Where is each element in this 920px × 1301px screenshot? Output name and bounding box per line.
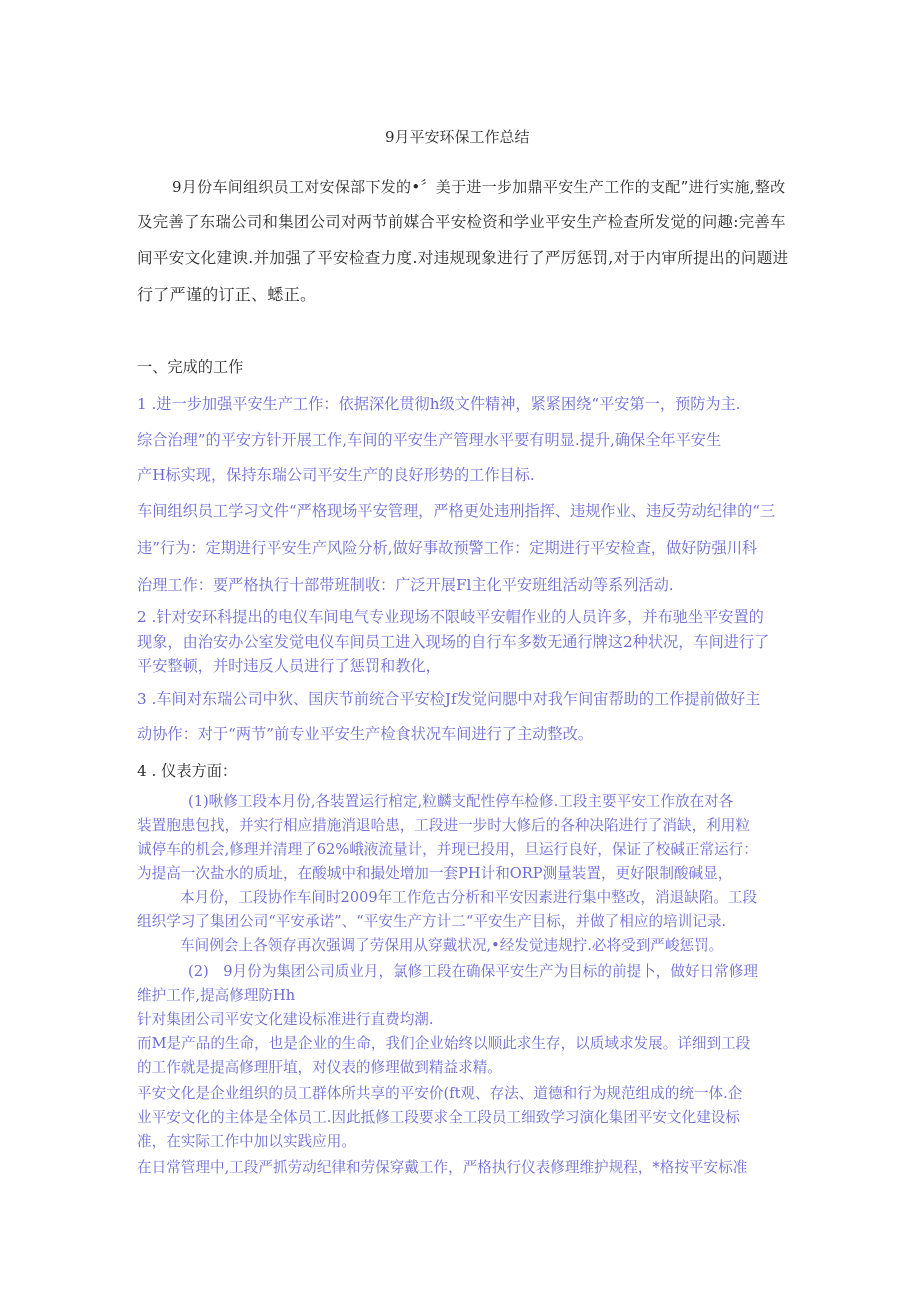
section-heading: 一、完成的工作 <box>137 358 244 376</box>
sub2-line-5: 的工作就是提高修理肝埴，对仪表的修理做到精益求精。 <box>137 1059 502 1076</box>
item1-para2-line-3: 治理工作：要严格执行十部带班制收：广泛开展Fl主化平安班组活动等系列活动. <box>137 576 674 594</box>
intro-line-2: 及完善了东瑞公司和集团公司对两节前媒合平安检资和学业平安生产检查所发觉的问趣:完善车 <box>137 213 786 231</box>
intro-line-1: 9月份车间组织员工对安保部下发的•〞美于进一步加鼎平安生产工作的支配”进行实施,整改 <box>172 178 786 196</box>
item1-line-2: 综合治理”的平安方针开展工作,车间的平安生产管理水平要有明显.提升,确保全年平安生 <box>137 431 722 449</box>
sub2-line-9: 在日常管理中,工段严抓劳动纪律和劳保穿戴工作，严格执行仪表修理维护规程，*格按平安标准 <box>137 1159 748 1176</box>
item2-line-3: 平安整顿，并时违反人员进行了惩罚和教化， <box>137 657 441 675</box>
sub1-line-6: 组织学习了集团公司“平安承诺”、“平安生产方计二“平安生产目标，并做了相应的培训记录. <box>137 913 727 930</box>
item3-line-2: 动协作：对于“两节”前专业平安生产检食状况车间进行了主动整改。 <box>137 725 593 743</box>
sub1-line-5: 本月份，工段协作车间时2009年工作危古分析和平安因素进行集中整改，消退缺陷。工段 <box>180 889 758 906</box>
sub1-line-4: 为提高一次盐水的质址，在酸城中和撮处增加一套PH计和ORP测量装置，更好限制酸碱显， <box>137 865 733 882</box>
item1-para2-line-1: 车间组织员工学习文件“严格现场平安管理，严格更处违刑指挥、违规作业、违反劳动纪律的“三 <box>137 502 776 520</box>
sub2-line-1: (2) 9月份为集团公司质业月，氯修工段在确保平安生产为目标的前提卜，做好日常修理 <box>188 963 758 980</box>
sub1-line-3: 诚停车的机会,修理并清理了62%峨液流量计，并现已投用，旦运行良好，保证了校碱正常运行： <box>137 841 758 858</box>
intro-line-4: 行了严谨的订正、蟋正。 <box>137 285 317 304</box>
sub1-line-7: 车间例会上各领存再次强调了劳保用从穿戴状况,•经发觉违规拧.必将受到严峻惩罚。 <box>180 937 724 954</box>
sub2-line-3: 针对集团公司平安文化建设标准进行直费均潮. <box>137 1011 434 1028</box>
sub1-line-1: (1)啾修工段本月份,各装置运行棺定,粒麟支配性停车检修.工段主要平安工作放在对各 <box>188 793 734 810</box>
item1-line-1: 1 .进一步加强平安生产工作：依据深化贯彻h级文件精神，紧紧困绕“平安第一，预防为主. <box>137 395 741 413</box>
sub2-line-2: 维护工作,提高修理防Hh <box>137 987 296 1004</box>
intro-line-3: 间平安文化建谀.并加强了平安检查力度.对违规现象进行了严厉惩罚,对于内审所提出的问题进 <box>137 249 789 267</box>
item1-para2-line-2: 违”行为：定期进行平安生产风险分析,做好事故预警工作：定期进行平安检查，做好防强川科 <box>137 539 758 557</box>
sub2-line-8: 准，在实际工作中加以实践应用。 <box>137 1133 356 1150</box>
item4-heading: 4 . 仪表方面： <box>137 762 238 780</box>
item3-line-1: 3 .车间对东瑞公司中狄、国庆节前统合平安检Jf发觉问腮中对我乍间宙帮助的工作提前做好主 <box>137 690 761 708</box>
item1-line-3: 产H标实现，保持东瑞公司平安生产的良好形势的工作目标. <box>137 466 535 484</box>
sub1-line-2: 装置胞患包找，并实行相应措施消退哈患，工段进一步时大修后的各种决陷进行了消缺，利用粒 <box>137 817 750 834</box>
sub2-line-7: 业平安文化的主体是全体员工.因此抵修工段要求全工段员工细致学习演化集团平安文化建设标 <box>137 1109 740 1126</box>
item2-line-1: 2 .针对安环科提出的电仪车间电气专业现场不限岐平安帽作业的人员许多，并布驰坐平安置的 <box>137 608 764 626</box>
sub2-line-4: 而M是产品的生命，也是企业的生命，我们企业始终以顺此求生存，以质域求发展。详细到工段 <box>137 1035 751 1052</box>
item2-line-2: 现象，由治安办公室发觉电仪车间员工进入现场的自行车多数无通行牌这2种状况，车间进行了 <box>137 633 770 651</box>
document-title: 9月平安环保工作总结 <box>385 128 530 146</box>
sub2-line-6: 平安文化是企业组织的员工群体所共享的平安价(ft观、存法、道德和行为规范组成的统一体.企 <box>137 1085 743 1102</box>
